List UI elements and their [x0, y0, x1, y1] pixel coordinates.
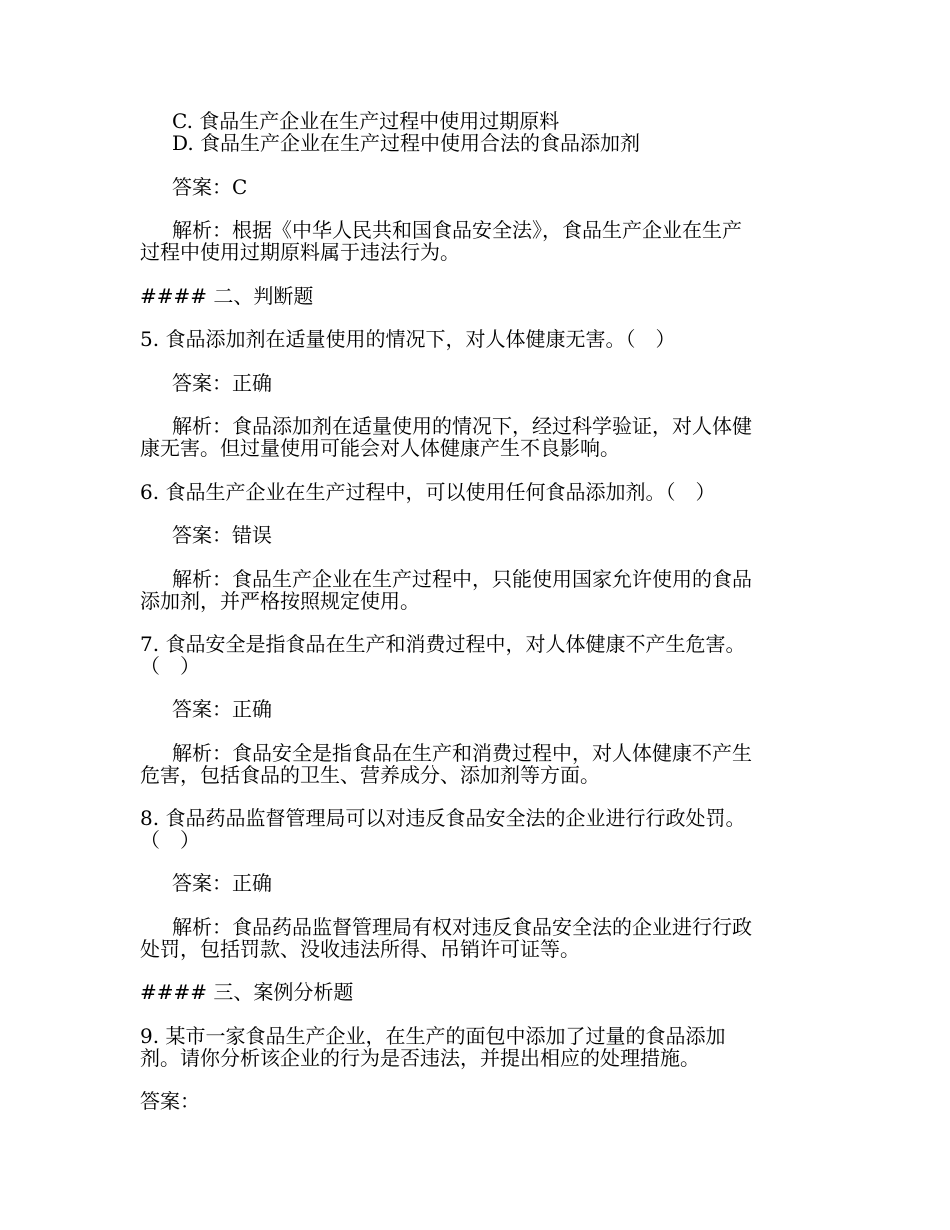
section-heading-judgment: #### 二、判断题 — [140, 284, 314, 308]
q4-analysis-line-1: 解析：根据《中华人民共和国食品安全法》，食品生产企业在生产 — [172, 218, 742, 242]
q5-analysis-line-2: 康无害。但过量使用可能会对人体健康产生不良影响。 — [140, 436, 620, 460]
q4-option-d: D. 食品生产企业在生产过程中使用合法的食品添加剂 — [172, 131, 641, 155]
q6-analysis-line-2: 添加剂，并严格按照规定使用。 — [140, 589, 420, 613]
q8-analysis-line-2: 处罚，包括罚款、没收违法所得、吊销许可证等。 — [140, 937, 580, 961]
q8-question-line-2: （ ） — [140, 828, 200, 852]
q5-question: 5. 食品添加剂在适量使用的情况下，对人体健康无害。（ ） — [140, 327, 676, 351]
q9-question-line-2: 剂。请你分析该企业的行为是否违法，并提出相应的处理措施。 — [140, 1046, 700, 1070]
q7-analysis-line-2: 危害，包括食品的卫生、营养成分、添加剂等方面。 — [140, 763, 600, 787]
q9-answer-label: 答案： — [140, 1089, 200, 1113]
q8-question-line-1: 8. 食品药品监督管理局可以对违反食品安全法的企业进行行政处罚。 — [140, 806, 746, 830]
q4-answer: 答案：C — [172, 175, 248, 199]
q4-option-c: C. 食品生产企业在生产过程中使用过期原料 — [172, 109, 560, 133]
q6-question: 6. 食品生产企业在生产过程中，可以使用任何食品添加剂。（ ） — [140, 480, 716, 504]
section-heading-case-analysis: #### 三、案例分析题 — [140, 980, 354, 1004]
q6-analysis-line-1: 解析：食品生产企业在生产过程中，只能使用国家允许使用的食品 — [172, 567, 752, 591]
q7-question-line-2: （ ） — [140, 654, 200, 678]
q5-analysis-line-1: 解析：食品添加剂在适量使用的情况下，经过科学验证，对人体健 — [172, 414, 752, 438]
q8-analysis-line-1: 解析：食品药品监督管理局有权对违反食品安全法的企业进行行政 — [172, 915, 752, 939]
q7-answer: 答案：正确 — [172, 697, 272, 721]
q8-answer: 答案：正确 — [172, 871, 272, 895]
q4-analysis-line-2: 过程中使用过期原料属于违法行为。 — [140, 240, 460, 264]
q7-question-line-1: 7. 食品安全是指食品在生产和消费过程中，对人体健康不产生危害。 — [140, 632, 746, 656]
q7-analysis-line-1: 解析：食品安全是指食品在生产和消费过程中，对人体健康不产生 — [172, 741, 752, 765]
q6-answer: 答案：错误 — [172, 523, 272, 547]
q9-question-line-1: 9. 某市一家食品生产企业，在生产的面包中添加了过量的食品添加 — [140, 1024, 726, 1048]
q5-answer: 答案：正确 — [172, 371, 272, 395]
